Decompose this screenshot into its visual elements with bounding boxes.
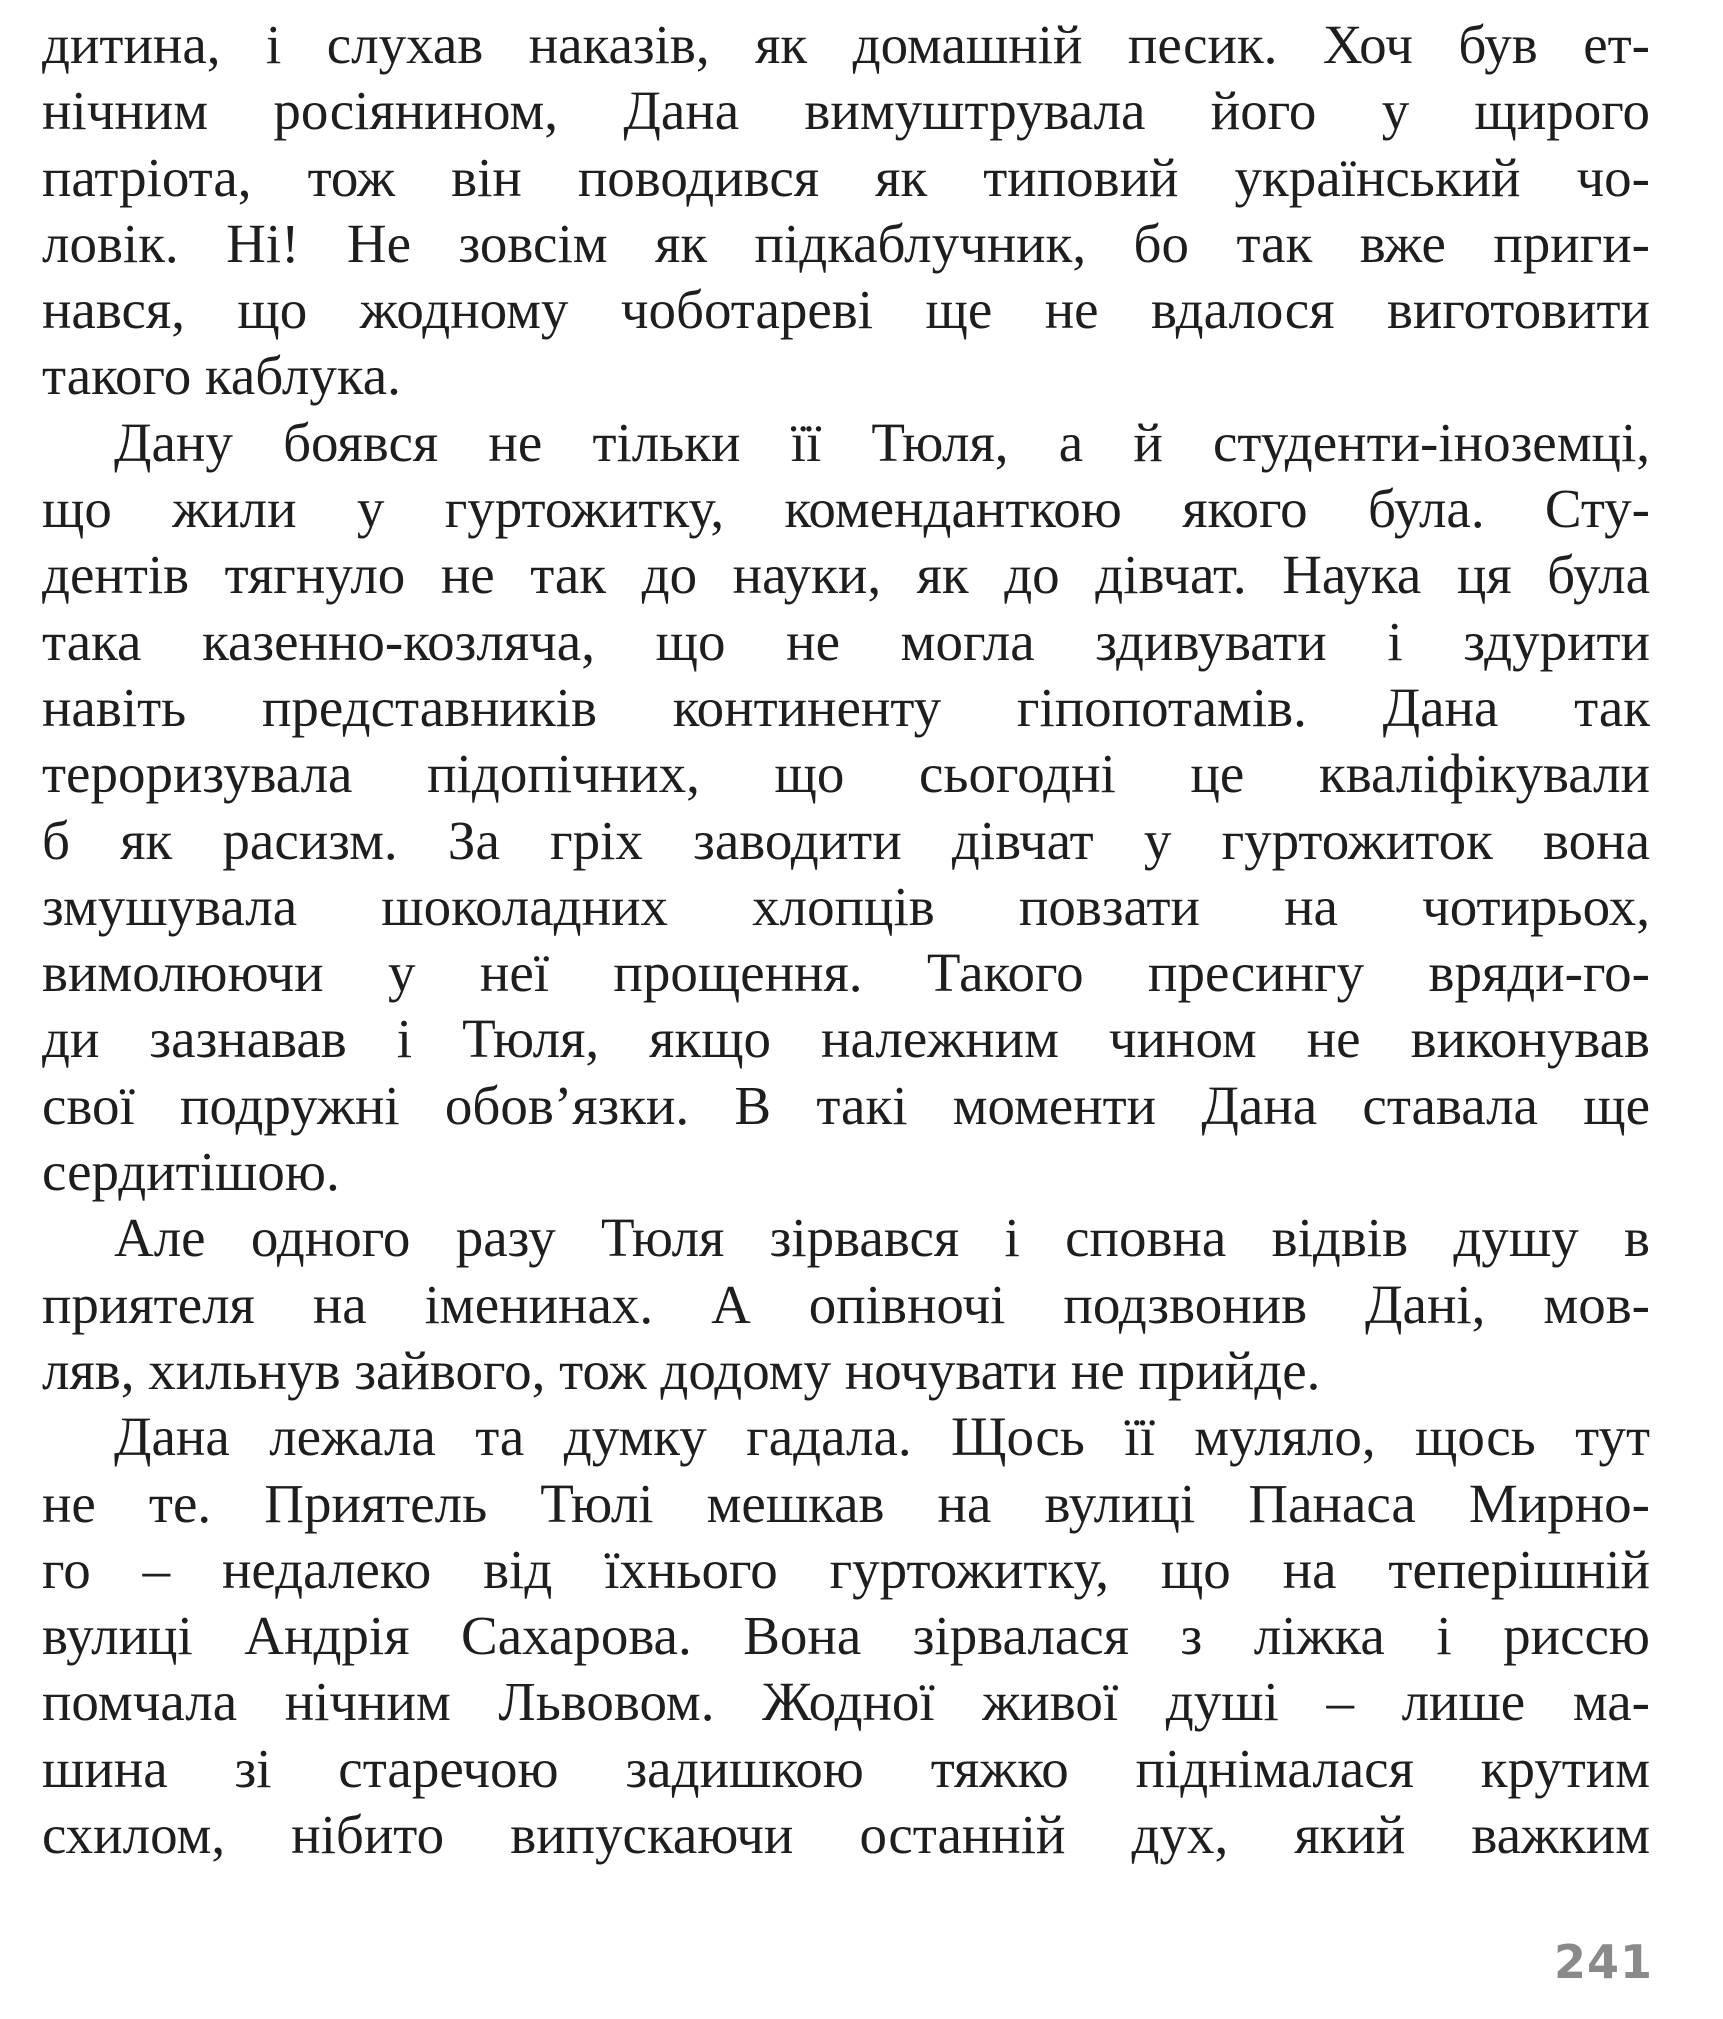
text-line: сердитішою. bbox=[42, 1141, 340, 1203]
text-line: б як расизм. За гріх заводити дівчат у гуртожиток вона bbox=[42, 809, 1650, 871]
paragraph-start-line: Але одного разу Тюля зірвався і сповна відвів душу в bbox=[114, 1207, 1650, 1269]
text-line: нічним росіянином, Дана вимуштрувала його у щирого bbox=[42, 80, 1650, 142]
text-line: ляв, хильнув зайвого, тож додому ночувати не прийде. bbox=[42, 1339, 1321, 1401]
text-line: змушувала шоколадних хлопців повзати на чотирьох, bbox=[42, 875, 1650, 937]
page-number: 241 bbox=[1553, 1935, 1653, 1989]
text-line: дентів тягнуло не так до науки, як до дівчат. Наука ця була bbox=[42, 544, 1650, 606]
text-line: вимолюючи у неї прощення. Такого пресингу вряди-го- bbox=[42, 942, 1650, 1004]
text-line: така казенно-козляча, що не могла здивувати і здурити bbox=[42, 610, 1650, 672]
text-line: схилом, нібито випускаючи останній дух, який важким bbox=[42, 1804, 1650, 1866]
text-line: навіть представників континенту гіпопотамів. Дана так bbox=[42, 676, 1650, 738]
text-line: ди зазнавав і Тюля, якщо належним чином не виконував bbox=[42, 1008, 1650, 1070]
text-line: свої подружні обов’язки. В такі моменти Дана ставала ще bbox=[42, 1074, 1650, 1136]
paragraph-start-line: Дана лежала та думку гадала. Щось її муляло, щось тут bbox=[114, 1406, 1650, 1468]
text-line: що жили у гуртожитку, коменданткою якого була. Сту- bbox=[42, 478, 1650, 540]
body-text bbox=[42, 12, 1650, 1868]
text-line: помчала нічним Львовом. Жодної живої душі – лише ма- bbox=[42, 1671, 1650, 1733]
text-line: шина зі старечою задишкою тяжко піднімалася крутим bbox=[42, 1737, 1650, 1799]
text-line: нався, що жодному чоботареві ще не вдалося виготовити bbox=[42, 279, 1650, 341]
text-line: патріота, тож він поводився як типовий український чо- bbox=[42, 146, 1650, 208]
text-line: го – недалеко від їхнього гуртожитку, що на теперішній bbox=[42, 1538, 1650, 1600]
text-line: приятеля на іменинах. А опівночі подзвонив Дані, мов- bbox=[42, 1273, 1650, 1335]
text-line: дитина, і слухав наказів, як домашній песик. Хоч був ет- bbox=[42, 14, 1650, 75]
text-line: ловік. Ні! Не зовсім як підкаблучник, бо так вже приги- bbox=[42, 212, 1650, 274]
paragraph-start-line: Дану боявся не тільки її Тюля, а й студенти-іноземці, bbox=[114, 411, 1650, 473]
text-line: вулиці Андрія Сахарова. Вона зірвалася з ліжка і риссю bbox=[42, 1605, 1650, 1667]
text-line: такого каблука. bbox=[42, 345, 401, 407]
text-line: не те. Приятель Тюлі мешкав на вулиці Панаса Мирно- bbox=[42, 1472, 1650, 1534]
text-line: тероризувала підопічних, що сьогодні це кваліфікували bbox=[42, 743, 1650, 805]
